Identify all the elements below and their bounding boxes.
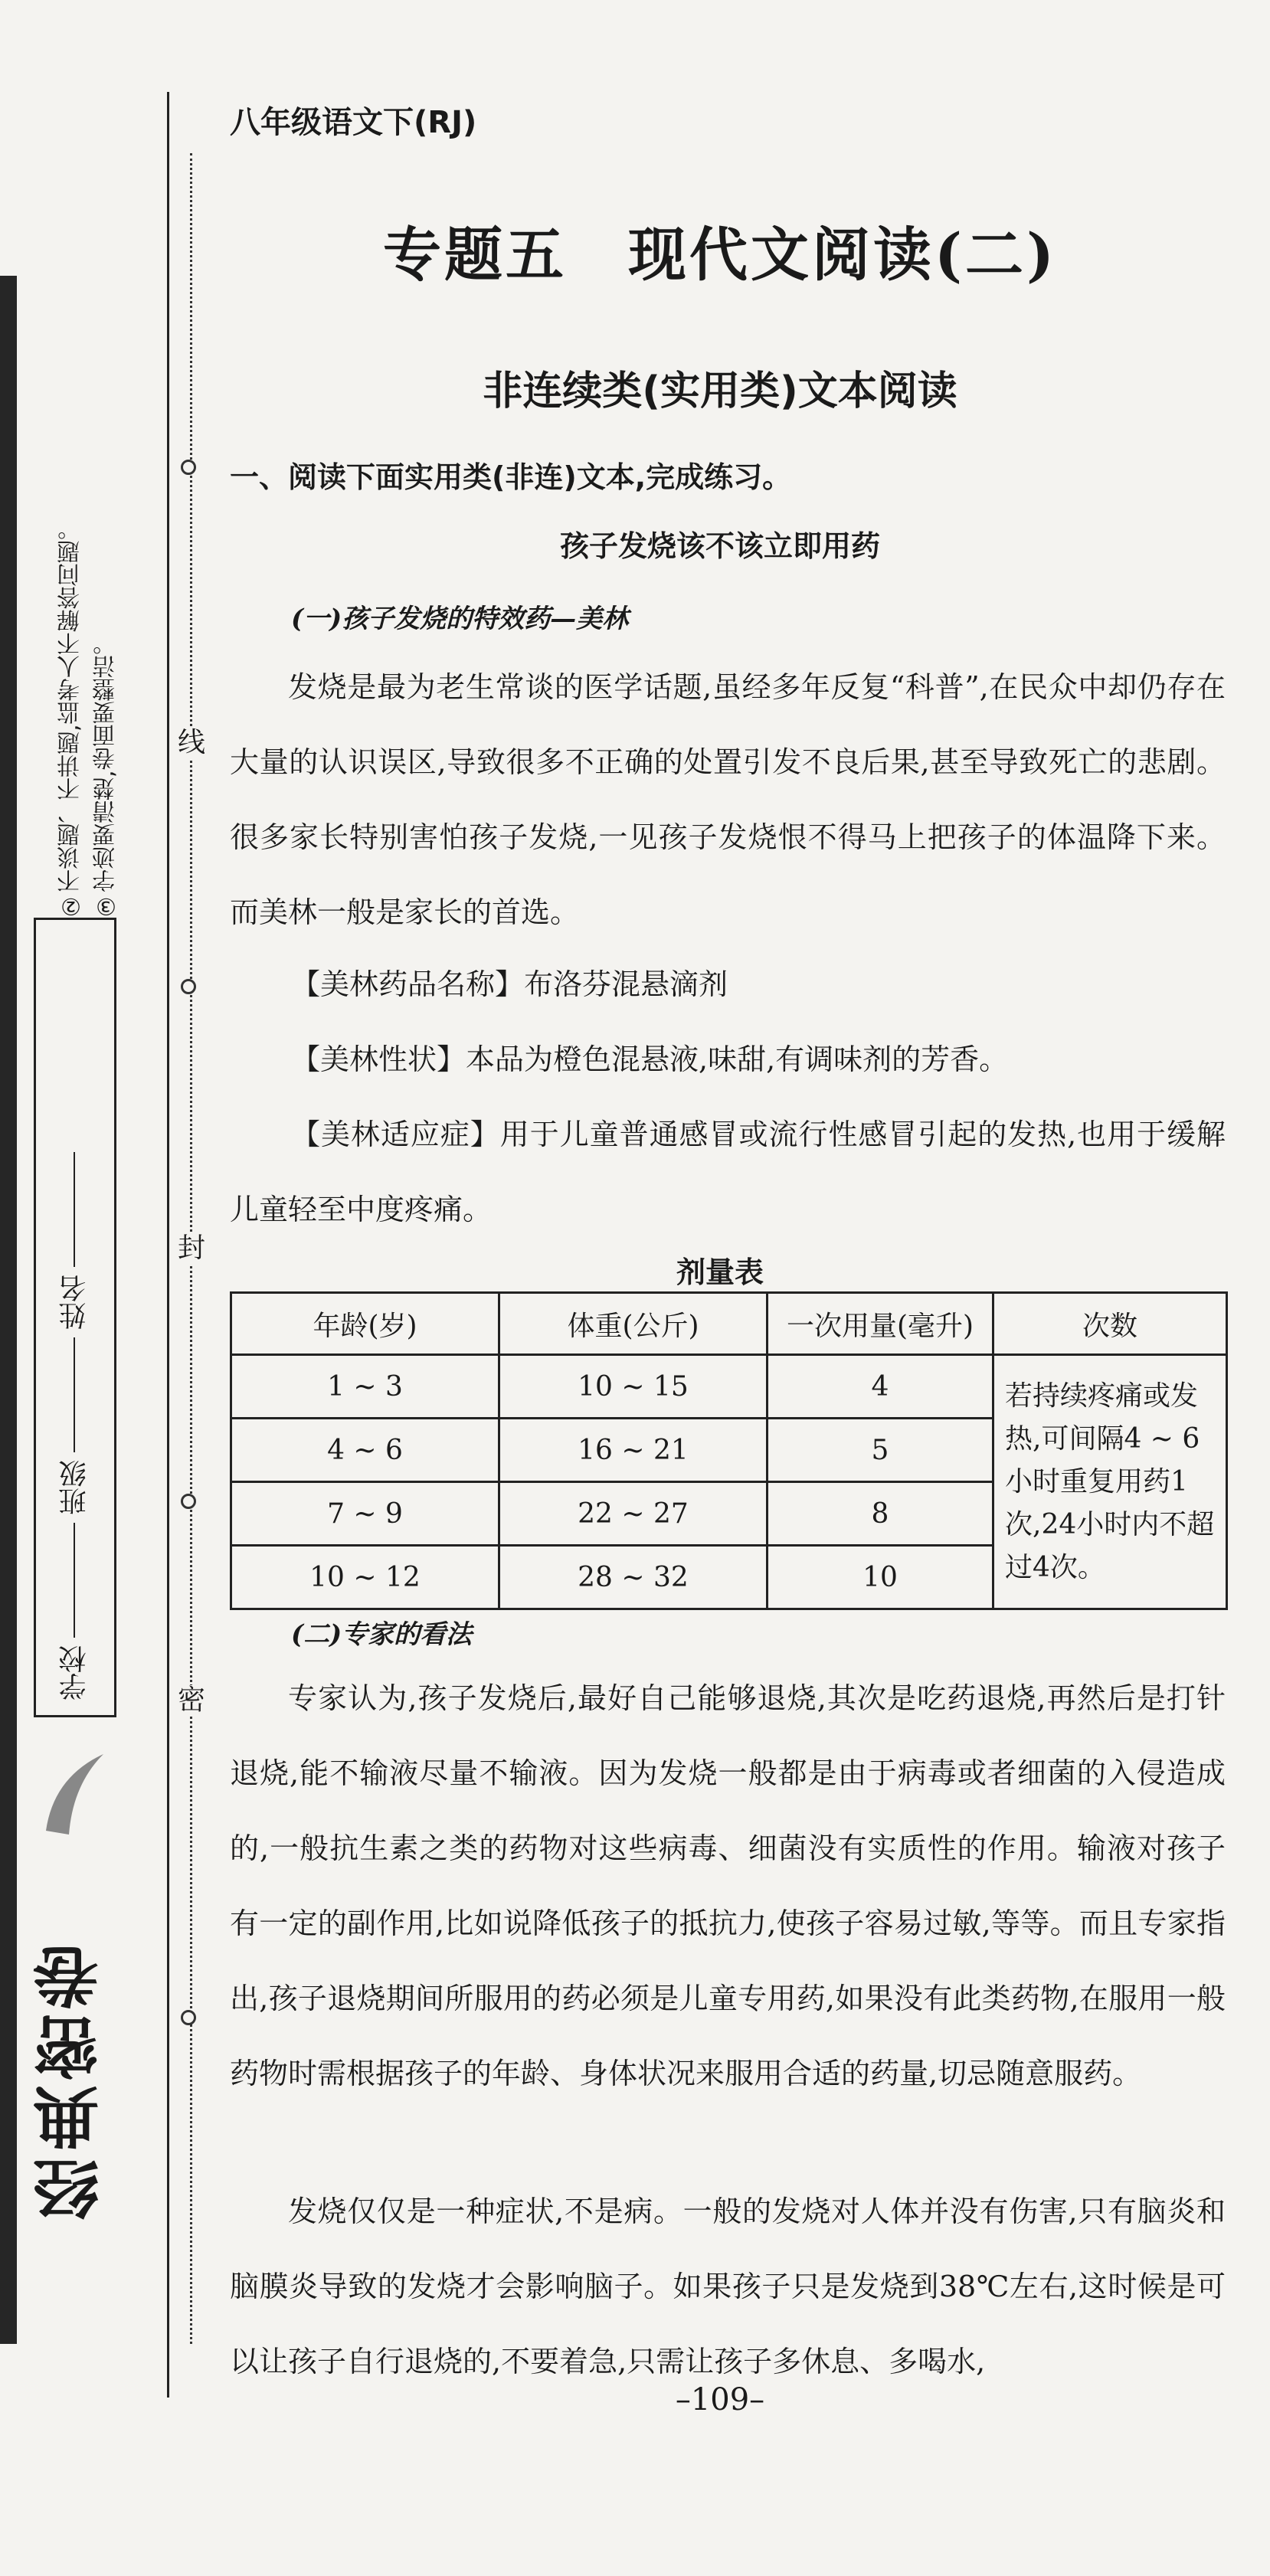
table-row (231, 1355, 1227, 1419)
cut-char-secret: 密 (175, 1685, 208, 1716)
table-header-row (231, 1293, 1227, 1355)
drug-indication-line (230, 1097, 1226, 1247)
section2-heading: (二)专家的看法 (291, 1619, 473, 1650)
dose-cell: 4 (768, 1355, 993, 1419)
cut-circle (181, 979, 196, 994)
school-field[interactable] (74, 1523, 76, 1638)
name-label: 姓名 (59, 1275, 90, 1330)
school-label: 学校 (59, 1645, 90, 1700)
section1-paragraph: 发烧是最为老生常谈的医学话题,虽经多年反复“科普”,在民众中却仍存在大量的认识误区,导致很多不正确的处置引发不良后果,甚至导致死亡的悲剧。很多家长特别害怕孩子发烧,一见孩子发烧恨不得马上把孩子的体温降下来。而美林一般是家长的首选。 (230, 670, 1226, 929)
cut-char-line: 线 (175, 728, 208, 758)
header-age: 年龄(岁) (231, 1293, 499, 1355)
note-2: ②不谈题、不讲题,监考人不解答问题。 (57, 517, 84, 919)
name-field[interactable] (74, 1152, 76, 1267)
dose-cell: 8 (768, 1482, 993, 1546)
weight-cell: 22 ~ 27 (499, 1482, 768, 1546)
section2-paragraph-2: 发烧仅仅是一种症状,不是病。一般的发烧对人体并没有伤害,只有脑炎和脑膜炎导致的发烧才会影响脑子。如果孩子只是发烧到38℃左右,这时候是可以让孩子自行退烧的,不要着急,只需让孩子多休息、多喝水, (230, 2195, 1226, 2378)
drug-name-line (291, 947, 1226, 1022)
header-frequency: 次数 (993, 1293, 1227, 1355)
cut-circle (181, 1494, 196, 1509)
age-cell: 4 ~ 6 (231, 1419, 499, 1482)
age-cell: 1 ~ 3 (231, 1355, 499, 1419)
page-number: –109– (675, 2382, 765, 2417)
weight-cell: 28 ~ 32 (499, 1546, 768, 1609)
drug-props-line (291, 1022, 1226, 1097)
drug-name-value: 布洛芬混悬滴剂 (524, 967, 728, 1001)
weight-cell: 10 ~ 15 (499, 1355, 768, 1419)
scan-edge-strip (0, 276, 17, 2344)
exam-notes (54, 460, 124, 919)
cut-char-seal: 封 (175, 1233, 208, 1264)
drug-name-label: 【美林药品名称】 (291, 967, 525, 1001)
header-weight: 体重(公斤) (499, 1293, 768, 1355)
dose-cell: 10 (768, 1546, 993, 1609)
student-info-fields (55, 950, 94, 1700)
class-label: 班级 (59, 1460, 90, 1515)
section1-heading: (一)孩子发烧的特效药—美林 (291, 604, 629, 634)
age-cell: 10 ~ 12 (231, 1546, 499, 1609)
drug-props-label: 【美林性状】 (291, 1043, 466, 1076)
page-title: 专题五 现代文阅读(二) (383, 221, 1057, 289)
class-field[interactable] (74, 1337, 76, 1452)
cut-circle (181, 2010, 196, 2025)
frequency-cell: 若持续疼痛或发热,可间隔4 ~ 6小时重复用药1次,24小时内不超过4次。 (993, 1355, 1227, 1609)
note-3: ③字迹要清楚,卷面要整洁。 (93, 632, 119, 919)
header-dose: 一次用量(毫升) (768, 1293, 993, 1355)
section2-paragraph-1: 专家认为,孩子发烧后,最好自己能够退烧,其次是吃药退烧,再然后是打针退烧,能不输液尽量不输液。因为发烧一般都是由于病毒或者细菌的入侵造成的,一般抗生素之类的药物对这些病毒、细菌没有实质性的作用。输液对孩子有一定的副作用,比如说降低孩子的抵抗力,使孩子容易过敏,等等。而且专家指出,孩子退烧期间所服用的药必须是儿童专用药,如果没有此类药物,在服用一般药物时需根据孩子的年龄、身体状况来服用合适的药量,切忌随意服药。 (230, 1681, 1226, 2090)
question-instruction: 一、阅读下面实用类(非连)文本,完成练习。 (230, 460, 792, 494)
cut-circle (181, 460, 196, 475)
weight-cell: 16 ~ 21 (499, 1419, 768, 1482)
dose-cell: 5 (768, 1419, 993, 1482)
page-subtitle: 非连续类(实用类)文本阅读 (483, 368, 957, 414)
drug-indication-label: 【美林适应症】 (291, 1118, 500, 1151)
article-title: 孩子发烧该不该立即用药 (559, 529, 880, 563)
dosage-table-title: 剂量表 (676, 1255, 764, 1289)
book-label: 八年级语文下(RJ) (230, 105, 477, 140)
brand-logo: 经典密卷 (33, 1939, 110, 2221)
drug-props-value: 本品为橙色混悬液,味甜,有调味剂的芳香。 (466, 1043, 1009, 1076)
age-cell: 7 ~ 9 (231, 1482, 499, 1546)
dosage-table (230, 1291, 1228, 1610)
margin-rule (167, 92, 169, 2398)
drug-indication-value: 用于儿童普通感冒或流行性感冒引起的发热,也用于缓解儿童轻至中度疼痛。 (230, 1118, 1226, 1226)
